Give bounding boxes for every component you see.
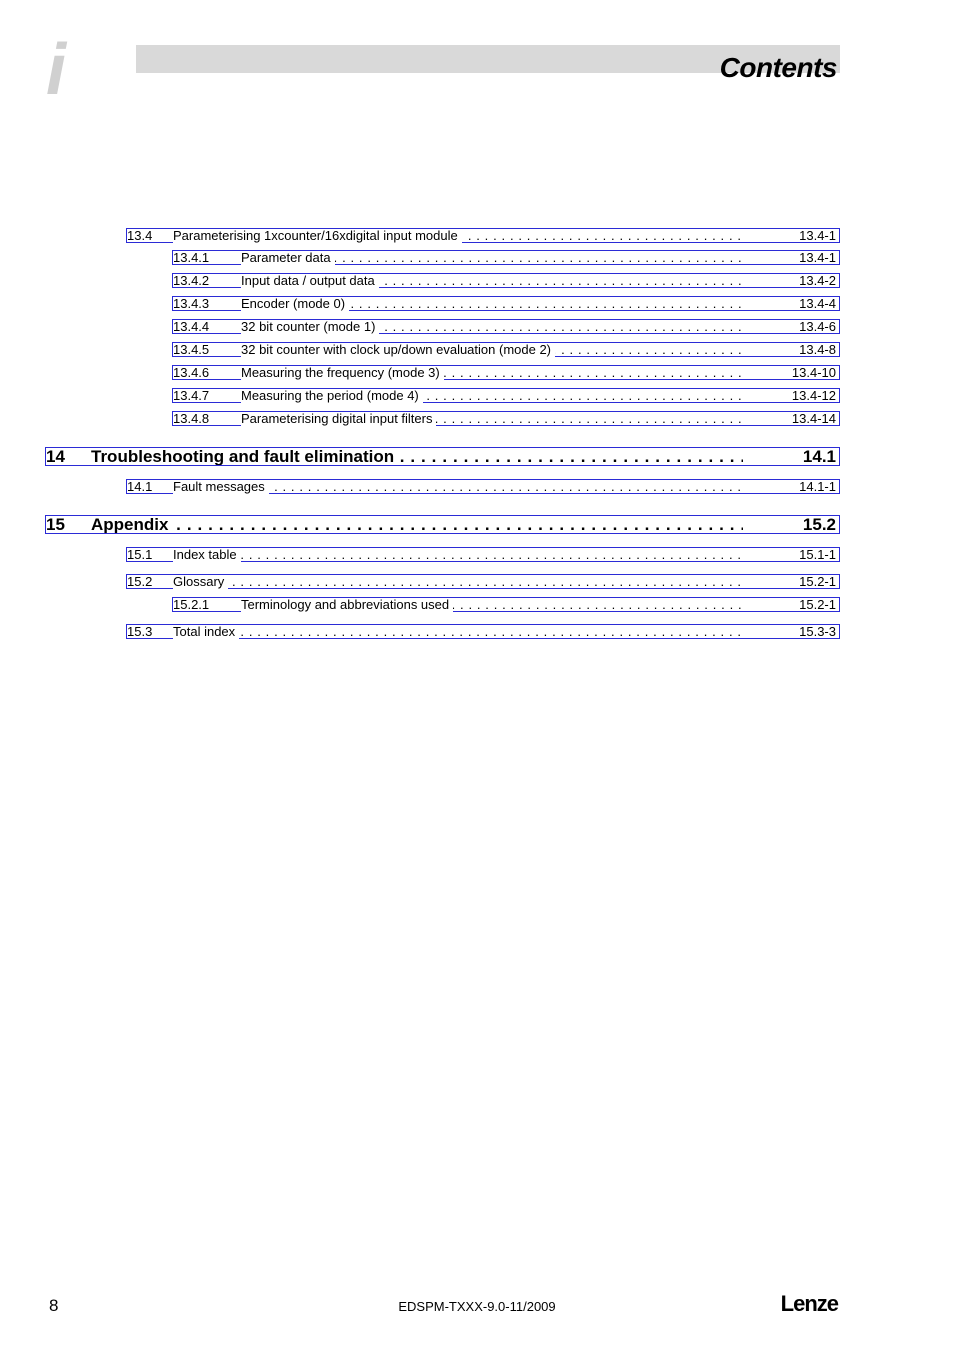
toc-label: Parameter data [241,251,335,265]
toc-page: 13.4-14 [791,411,836,426]
toc-label: 32 bit counter with clock up/down evaluation (mode 2) [241,343,555,357]
toc-entry-15-1[interactable] [126,547,840,562]
toc-label: Appendix [91,516,172,533]
toc-page: 14.1 [802,447,836,466]
toc-page: 15.2-1 [799,574,836,589]
toc-entry-15-2[interactable] [126,574,840,589]
toc-label: Terminology and abbreviations used [241,598,453,612]
toc-label: Parameterising 1xcounter/16xdigital input module [173,229,462,243]
toc-page: 13.4-4 [799,296,836,311]
toc-number: 13.4.4 [173,319,210,334]
toc-number: 14.1 [127,479,153,494]
toc-entry-15-2-1[interactable] [172,597,840,612]
toc-page: 13.4-8 [799,342,836,357]
toc-entry-15-3[interactable] [126,624,840,639]
toc-number: 15 [46,515,65,534]
toc-number: 15.2 [127,574,153,589]
toc-page: 13.4-10 [791,365,836,380]
toc-entry-13-4-6[interactable] [172,365,840,380]
toc-entry-13-4[interactable] [126,228,840,243]
document-id: EDSPM-TXXX-9.0-11/2009 [398,1299,556,1314]
toc-entry-13-4-4[interactable] [172,319,840,334]
toc-page: 13.4-1 [799,250,836,265]
toc-number: 13.4.3 [173,296,210,311]
toc-label: Parameterising digital input filters [241,412,436,426]
toc-label: Measuring the period (mode 4) [241,389,423,403]
toc-number: 15.2.1 [173,597,210,612]
toc-number: 13.4.1 [173,250,210,265]
toc-label: Troubleshooting and fault elimination [91,448,398,465]
toc-page: 15.2-1 [799,597,836,612]
page-title: Contents [719,52,837,83]
toc-number: 13.4.7 [173,388,210,403]
toc-entry-13-4-3[interactable] [172,296,840,311]
toc-number: 15.3 [127,624,153,639]
toc-page: 15.1-1 [799,547,836,562]
toc-entry-14-1[interactable] [126,479,840,494]
toc-chapter-14[interactable] [45,447,840,466]
toc-entry-13-4-8[interactable] [172,411,840,426]
toc-label: Glossary [173,575,228,589]
toc-number: 13.4.5 [173,342,210,357]
toc-page: 15.2 [802,515,836,534]
toc-label: 32 bit counter (mode 1) [241,320,379,334]
lenze-logo: Lenze [780,1291,838,1316]
toc-label: Input data / output data [241,274,379,288]
toc-page: 14.1-1 [799,479,836,494]
toc-label: Measuring the frequency (mode 3) [241,366,444,380]
toc-page: 13.4-6 [799,319,836,334]
toc-page: 13.4-1 [799,228,836,243]
toc-number: 15.1 [127,547,153,562]
toc-label: Total index [173,625,239,639]
toc-label: Encoder (mode 0) [241,297,349,311]
toc-number: 13.4.6 [173,365,210,380]
toc-entry-13-4-7[interactable] [172,388,840,403]
toc-chapter-15[interactable] [45,515,840,534]
toc-number: 13.4.2 [173,273,210,288]
toc-entry-13-4-5[interactable] [172,342,840,357]
toc-page: 13.4-2 [799,273,836,288]
toc-number: 13.4 [127,228,153,243]
toc-page: 15.3-3 [799,624,836,639]
page-number: 8 [49,1296,59,1315]
toc-number: 14 [46,447,65,466]
toc-entry-13-4-1[interactable] [172,250,840,265]
info-icon: i [46,30,67,110]
toc-number: 13.4.8 [173,411,210,426]
toc-page: 13.4-12 [791,388,836,403]
toc-entry-13-4-2[interactable] [172,273,840,288]
toc-label: Fault messages [173,480,269,494]
toc-label: Index table [173,548,241,562]
